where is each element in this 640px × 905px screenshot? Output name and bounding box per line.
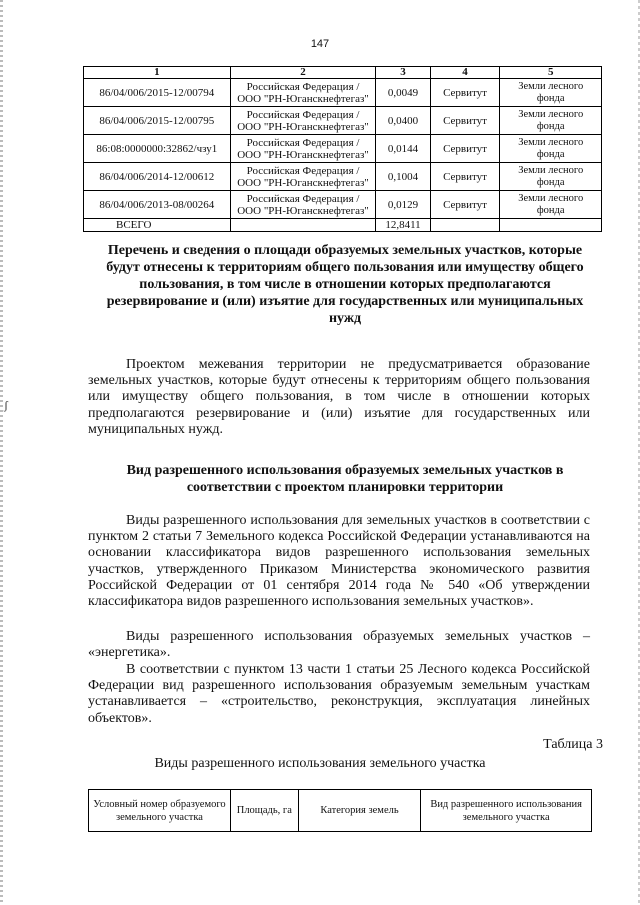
table-row	[84, 163, 602, 191]
cell-area: 0,1004	[376, 163, 430, 191]
cell-right: Сервитут	[430, 163, 500, 191]
table-header-row	[84, 67, 602, 79]
header-permitted-use: Вид разрешенного использования земельного участка	[421, 790, 592, 832]
section-heading-public-use: Перечень и сведения о площади образуемых земельных участков, которые будут отнесены к территориям общего пользования или имуществу общего пользования, в том числе в отношении которых предполагаются резервирование и (или) изъятие для государственных или муниципальных нужд	[106, 243, 584, 326]
cell-category	[500, 79, 602, 107]
cell-category	[500, 163, 602, 191]
owner-line2: ООО "РН-Юганскнефтегаз"	[237, 148, 369, 161]
cell-owner	[230, 107, 376, 135]
cell-number: 86/04/006/2015-12/00794	[84, 79, 231, 107]
table-row	[84, 107, 602, 135]
section-heading-permitted-use: Вид разрешенного использования образуемых земельных участков в соответствии с проектом планировки территории	[126, 463, 564, 495]
cell-owner	[230, 191, 376, 219]
cell-right: Сервитут	[430, 107, 500, 135]
paragraph-energetics: Виды разрешенного использования образуемых земельных участков – «энергетика».	[88, 629, 590, 661]
category-line2: фонда	[536, 176, 565, 188]
cell-right: Сервитут	[430, 191, 500, 219]
category-line1: Земли лесного	[518, 80, 584, 92]
servitude-table	[83, 66, 602, 232]
cell-area: 0,0400	[376, 107, 430, 135]
total-empty-cell	[500, 219, 602, 232]
category-line2: фонда	[536, 120, 565, 132]
margin-mark: ʃ	[4, 398, 8, 412]
cell-category	[500, 191, 602, 219]
category-line2: фонда	[536, 204, 565, 216]
owner-line1: Российская Федерация /	[246, 164, 360, 177]
owner-line2: ООО "РН-Юганскнефтегаз"	[237, 120, 369, 133]
cell-owner	[230, 79, 376, 107]
cell-number: 86/04/006/2014-12/00612	[84, 163, 231, 191]
cell-owner	[230, 163, 376, 191]
cell-right: Сервитут	[430, 135, 500, 163]
header-cell-4: 4	[430, 67, 500, 79]
table-row	[84, 79, 602, 107]
owner-line2: ООО "РН-Юганскнефтегаз"	[237, 176, 369, 189]
cell-number: 86:08:0000000:32862/чзу1	[84, 135, 231, 163]
category-line2: фонда	[536, 148, 565, 160]
table-total-row	[84, 219, 602, 232]
table-title: Виды разрешенного использования земельного участка	[154, 756, 486, 771]
cell-category	[500, 107, 602, 135]
cell-area: 0,0144	[376, 135, 430, 163]
cell-number: 86/04/006/2013-08/00264	[84, 191, 231, 219]
owner-line1: Российская Федерация /	[246, 80, 360, 93]
header-cell-3: 3	[376, 67, 430, 79]
paragraph-forest-code: В соответствии с пунктом 13 части 1 статьи 25 Лесного кодекса Российской Федерации вид разрешенного использования образуемым земельным участкам устанавливается – «строительство, реконструкция, эксплуатация линейных объектов».	[88, 662, 590, 726]
category-line1: Земли лесного	[518, 192, 584, 204]
total-value: 12,8411	[376, 219, 430, 232]
cell-category	[500, 135, 602, 163]
cell-right: Сервитут	[430, 79, 500, 107]
owner-line2: ООО "РН-Юганскнефтегаз"	[237, 204, 369, 217]
cell-number: 86/04/006/2015-12/00795	[84, 107, 231, 135]
category-line1: Земли лесного	[518, 136, 584, 148]
table-row	[84, 191, 602, 219]
owner-line2: ООО "РН-Юганскнефтегаз"	[237, 92, 369, 105]
header-cell-2: 2	[230, 67, 376, 79]
header-area: Площадь, га	[230, 790, 298, 832]
cell-owner	[230, 135, 376, 163]
owner-line1: Российская Федерация /	[246, 136, 360, 149]
cell-area: 0,0129	[376, 191, 430, 219]
cell-area: 0,0049	[376, 79, 430, 107]
category-line1: Земли лесного	[518, 108, 584, 120]
total-empty-cell	[230, 219, 376, 232]
owner-line1: Российская Федерация /	[246, 108, 360, 121]
header-cell-5: 5	[500, 67, 602, 79]
paragraph-public-use: Проектом межевания территории не предусматривается образование земельных участков, которые будут отнесены к территориям общего пользования или имуществу общего пользования, в том числе в отношении которых предполагаются резервирование и (или) изъятие для государственных или муниципальных нужд.	[88, 357, 590, 437]
table-number: Таблица 3	[543, 737, 603, 752]
permitted-use-table	[88, 789, 592, 832]
category-line1: Земли лесного	[518, 164, 584, 176]
paragraph-classifier: Виды разрешенного использования для земельных участков в соответствии с пунктом 2 статьи 7 Земельного кодекса Российской Федерации устанавливаются на основании классификатора видов разрешенного использования земельных участков, утвержденного Приказом Министерства экономического развития Российской Федерации от 01 сентября 2014 года № 540 «Об утверждении классификатора видов разрешенного использования земельных участков».	[88, 513, 590, 610]
total-empty-cell	[430, 219, 500, 232]
header-land-category: Категория земель	[298, 790, 421, 832]
category-line2: фонда	[536, 92, 565, 104]
header-plot-number: Условный номер образуемого земельного участка	[89, 790, 231, 832]
total-label: ВСЕГО	[84, 219, 231, 232]
table-header-row	[89, 790, 592, 832]
owner-line1: Российская Федерация /	[246, 192, 360, 205]
header-cell-1: 1	[84, 67, 231, 79]
page-number: 147	[310, 38, 330, 50]
table-row	[84, 135, 602, 163]
